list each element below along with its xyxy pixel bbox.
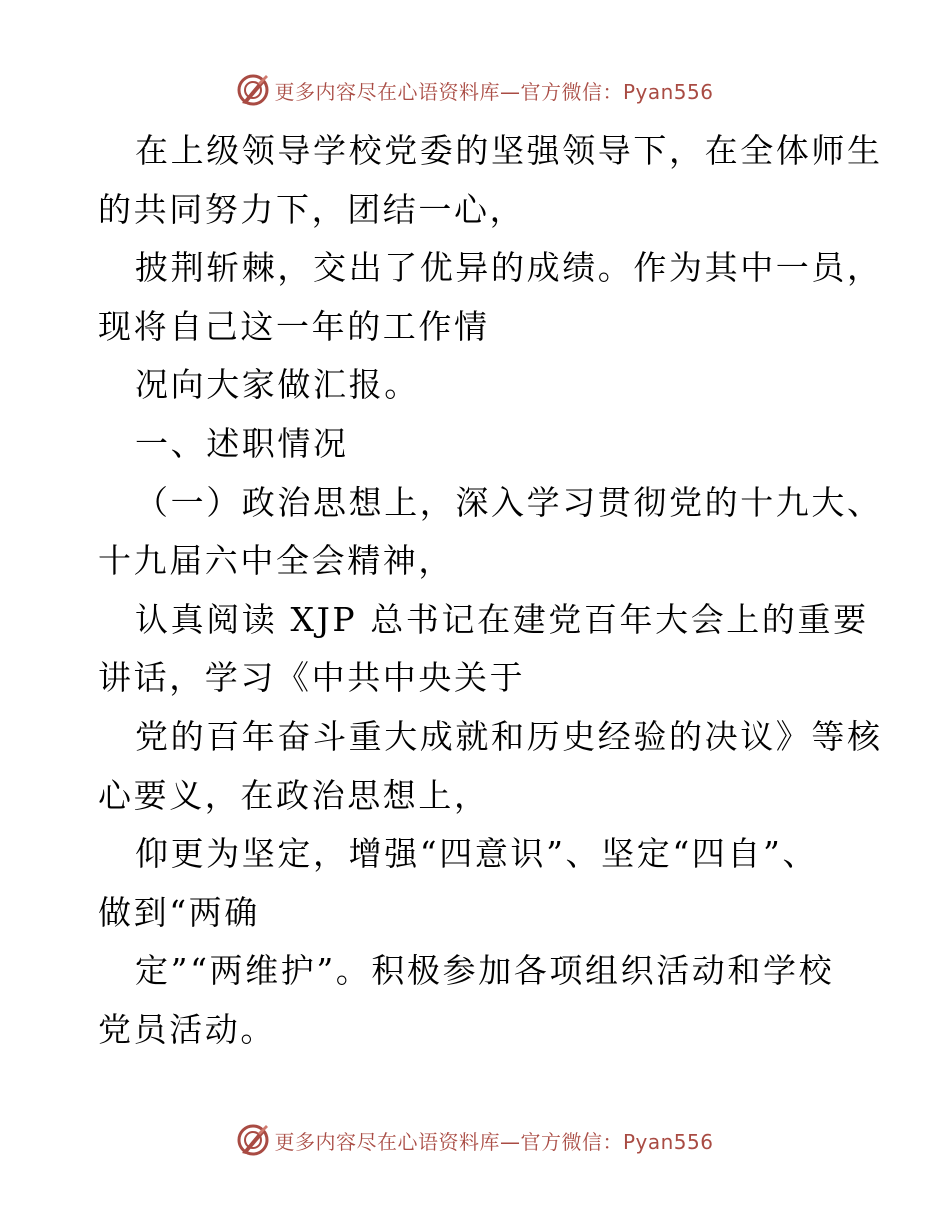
body-line: 现将自己这一年的工作情	[98, 306, 490, 346]
quill-logo-icon	[236, 73, 270, 107]
watermark-banner-bottom	[0, 1120, 950, 1160]
body-line: 披荆斩棘，交出了优异的成绩。作为其中一员，	[135, 248, 883, 288]
watermark-text: 更多内容尽在心语资料库—官方微信：Pyan556	[274, 79, 714, 104]
body-line: 心要义，在政治思想上，	[98, 775, 490, 815]
body-line: 十九届六中全会精神，	[98, 541, 454, 581]
quill-logo-icon	[236, 1123, 270, 1157]
body-line: 做到“两确	[98, 892, 260, 932]
body-line: 在上级领导学校党委的坚强领导下，在全体师生	[135, 131, 883, 170]
body-line: 的共同努力下，团结一心，	[98, 189, 526, 229]
body-line: 况向大家做汇报。	[135, 365, 420, 405]
body-line: （一）政治思想上，深入学习贯彻党的十九大、	[135, 482, 883, 522]
section-heading: 一、述职情况	[135, 423, 349, 463]
body-line: 定”“两维护”。积极参加各项组织活动和学校	[135, 951, 835, 991]
body-line: 讲话，学习《中共中央关于	[98, 658, 526, 698]
watermark-text: 更多内容尽在心语资料库—官方微信：Pyan556	[274, 1129, 714, 1154]
body-line: 认真阅读 XJP 总书记在建党百年大会上的重要	[135, 599, 869, 639]
body-line: 党员活动。	[98, 1009, 276, 1049]
watermark-banner-top	[0, 70, 950, 110]
document-body	[98, 122, 883, 1060]
body-line: 党的百年奋斗重大成就和历史经验的决议》等核	[135, 716, 883, 756]
body-line: 仰更为坚定，增强“四意识”、坚定“四自”、	[135, 834, 819, 874]
